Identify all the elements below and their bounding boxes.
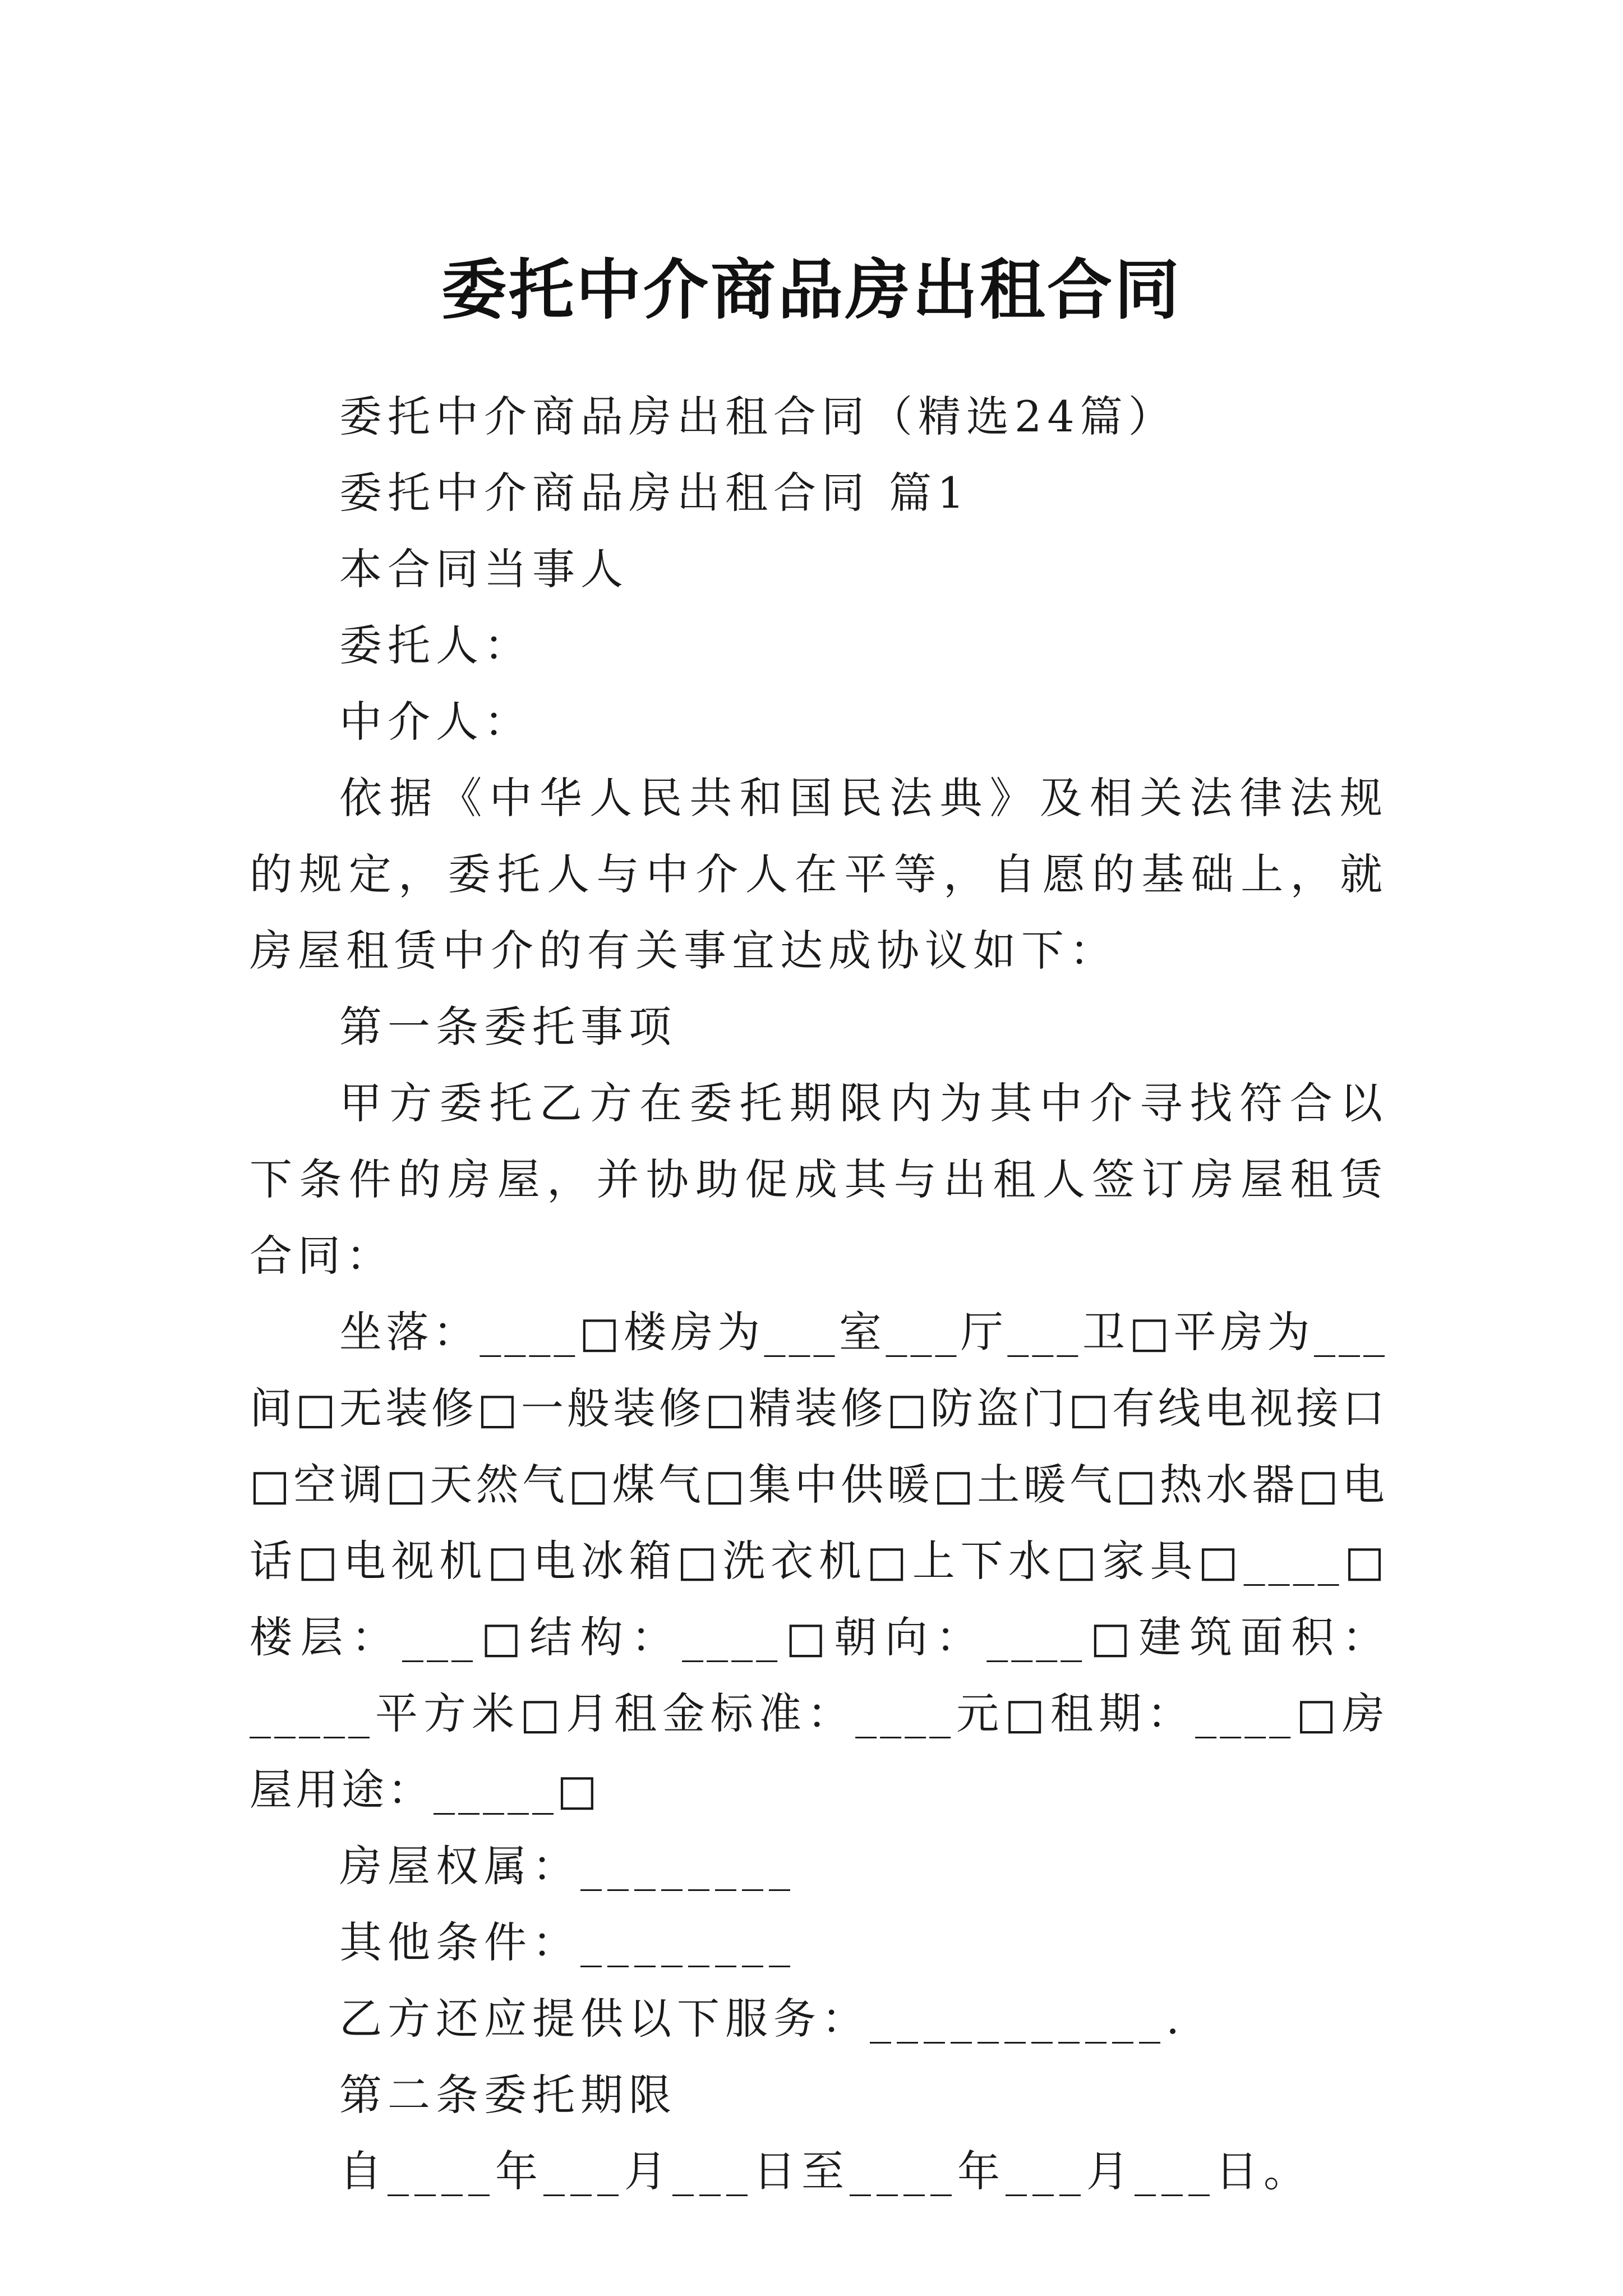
paragraph-other-conditions: 其他条件：________: [339, 1917, 796, 1967]
paragraph-parties-heading: 本合同当事人: [339, 544, 629, 594]
paragraph-article-heading: 委托中介商品房出租合同 篇1: [339, 468, 970, 518]
paragraph-property-details: 坐落：____□楼房为___室___厅___卫□平房为___间□无装修□一般装修□精装修□防盗门□有线电视接口□空调□天然气□煤气□集中供暖□土暖气□热水器□电话□电视机□电冰箱□洗衣机□上下水□家具□____□楼层：___□结构：____□朝向：____□建筑面积：_____平方米□月租金标准：____元□租期：____□房屋用途：_____□: [250, 1307, 1388, 1815]
paragraph-extra-services: 乙方还应提供以下服务：___________.: [339, 1994, 1186, 2044]
paragraph-ownership: 房屋权属：________: [339, 1841, 796, 1891]
document-body: [250, 379, 1388, 2210]
paragraph-principal: 委托人：: [339, 620, 532, 670]
paragraph-section-1-body: 甲方委托乙方在委托期限内为其中介寻找符合以下条件的房屋，并协助促成其与出租人签订房屋租赁合同：: [250, 1078, 1388, 1281]
paragraph-section-1-heading: 第一条委托事项: [339, 1002, 677, 1052]
paragraph-intermediary: 中介人：: [339, 697, 532, 747]
document-title: 委托中介商品房出租合同: [441, 252, 1182, 328]
paragraph-section-2-heading: 第二条委托期限: [339, 2070, 677, 2120]
paragraph-preamble: 依据《中华人民共和国民法典》及相关法律法规的规定，委托人与中介人在平等，自愿的基础上，就房屋租赁中介的有关事宜达成协议如下：: [250, 773, 1388, 976]
paragraph-term: 自____年___月___日至____年___月___日。: [339, 2146, 1312, 2196]
paragraph-subtitle: 委托中介商品房出租合同（精选24篇）: [339, 392, 1177, 441]
